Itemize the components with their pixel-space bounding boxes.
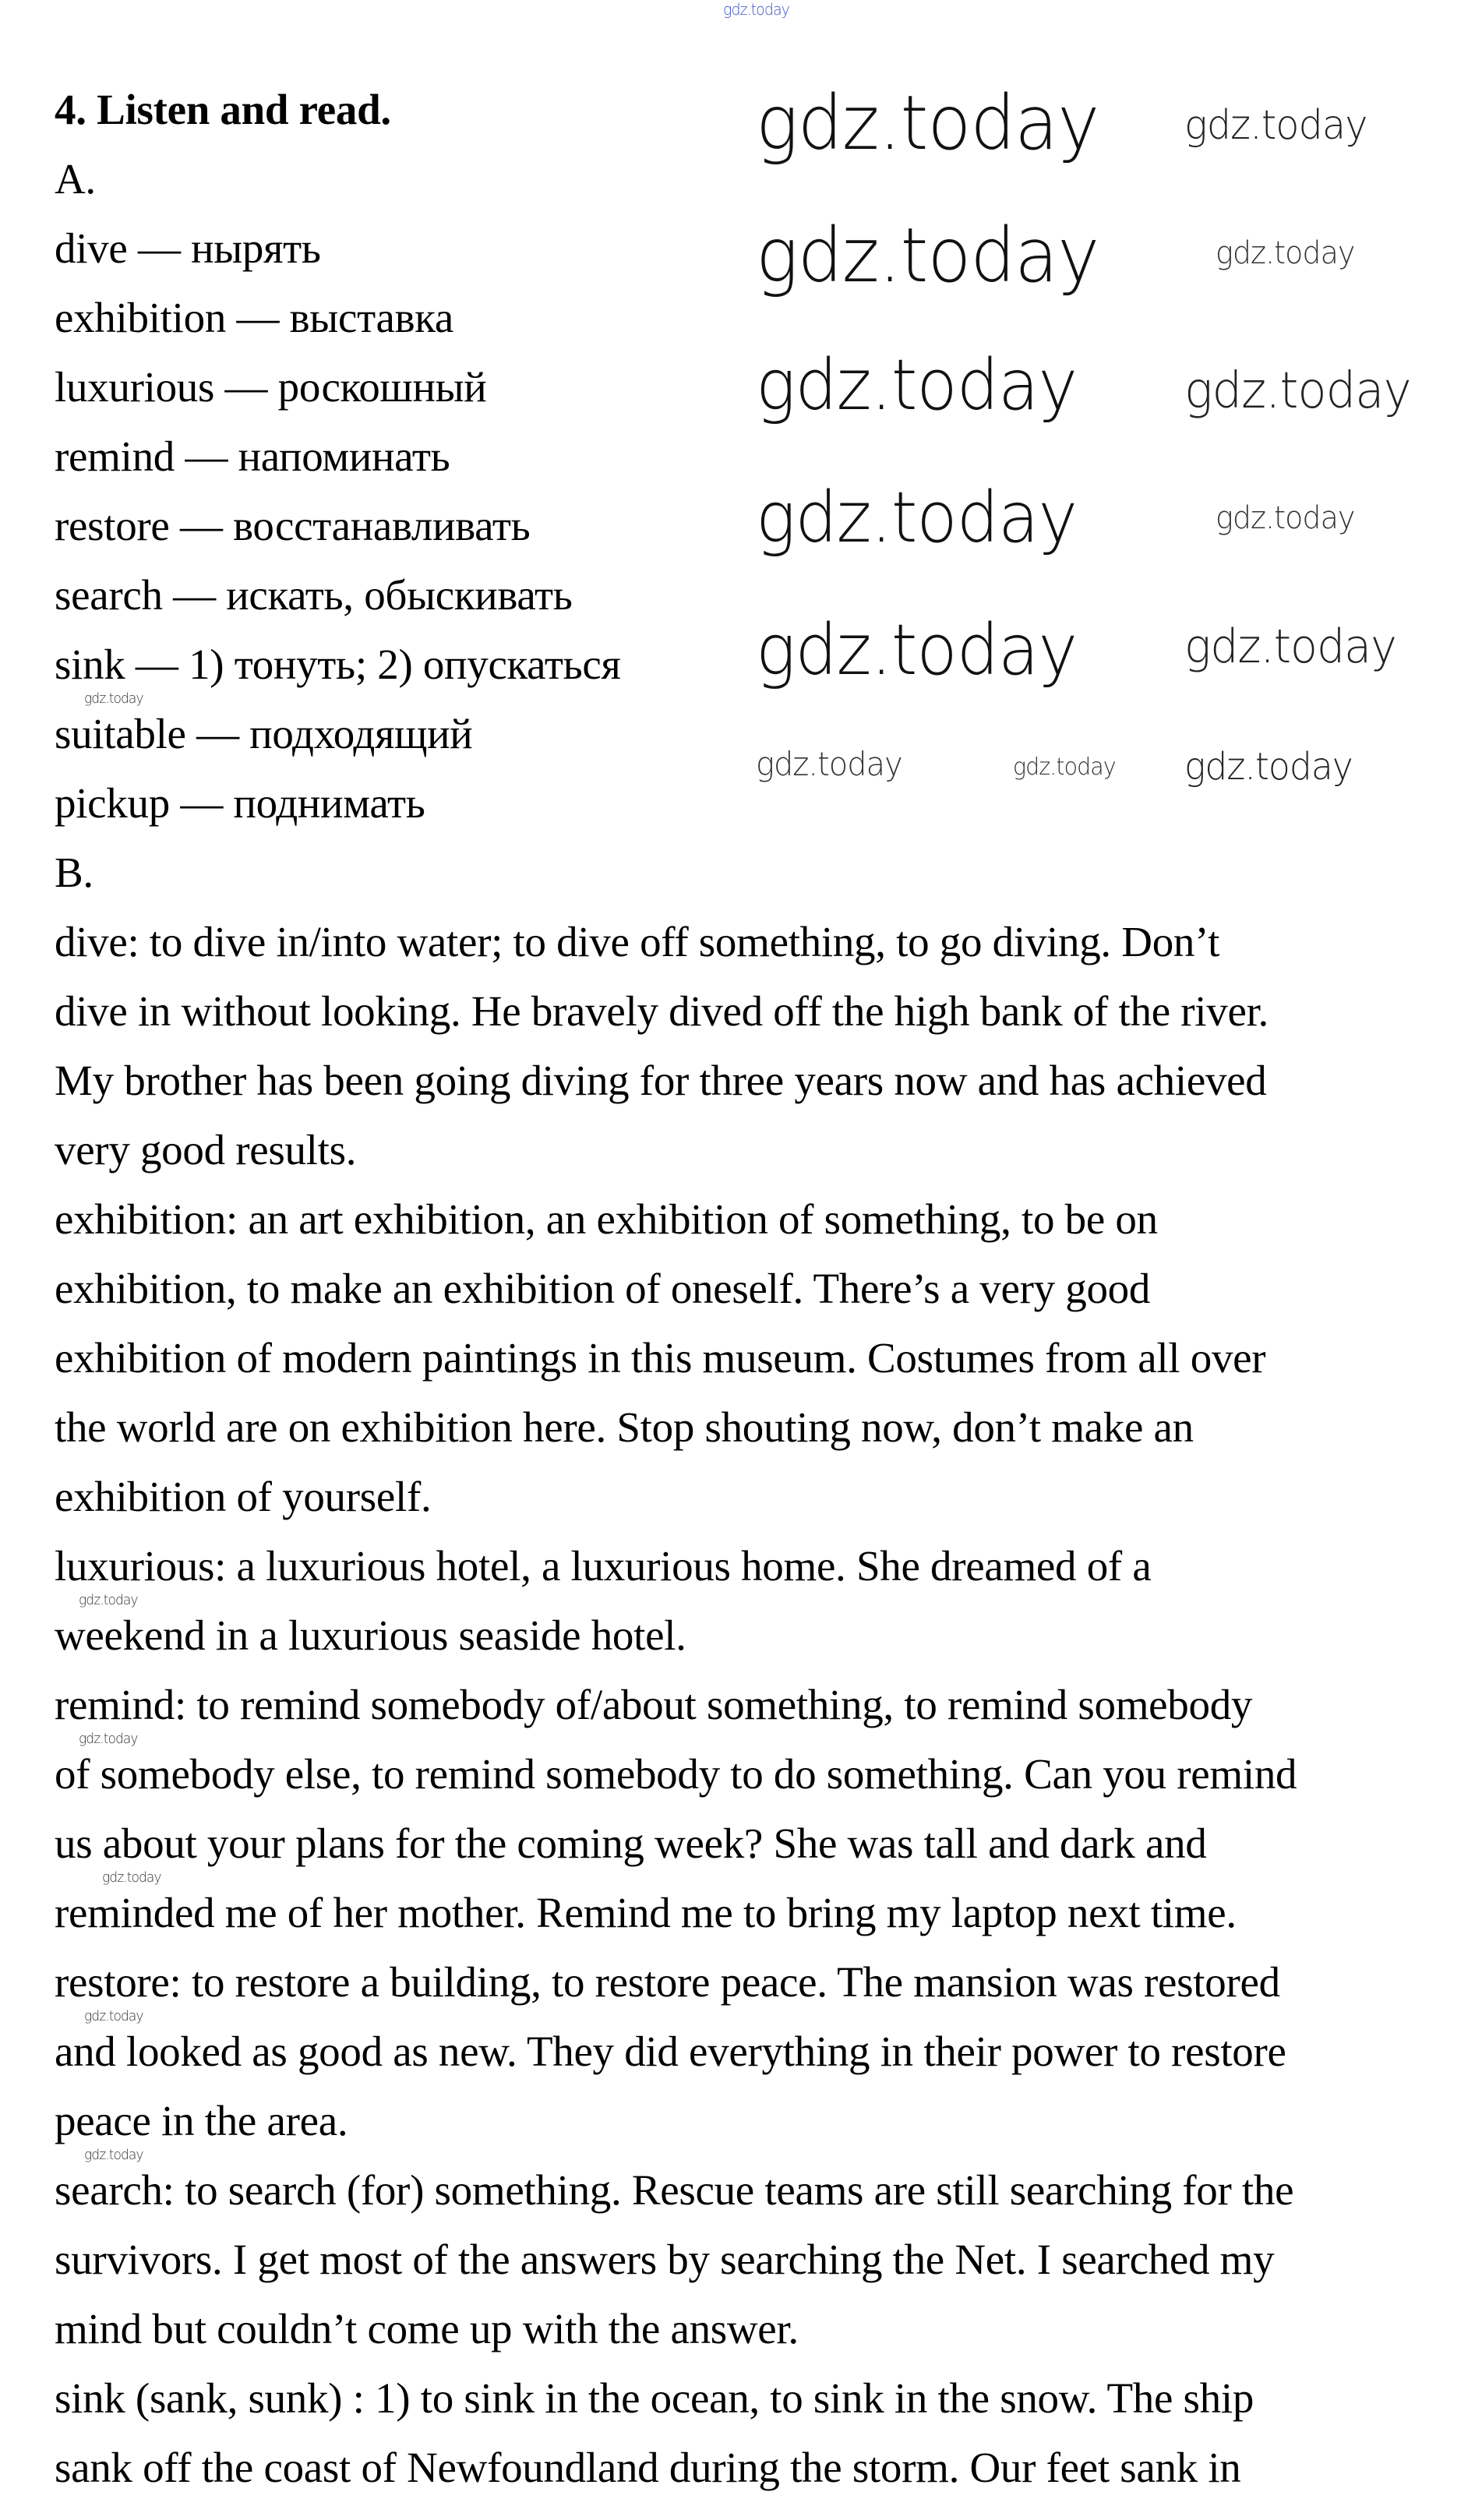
watermark: gdz.today bbox=[756, 609, 1078, 691]
text-line: sink — 1) тонуть; 2) опускаться bbox=[55, 641, 621, 688]
exercise-title: 4. Listen and read. bbox=[55, 86, 391, 133]
text-line: exhibition — выставка bbox=[55, 294, 453, 341]
watermark: gdz.today bbox=[756, 79, 1099, 167]
watermark: gdz.today bbox=[756, 477, 1078, 559]
watermark: gdz.today bbox=[84, 690, 143, 707]
text-line: reminded me of her mother. Remind me to bring my laptop next time. bbox=[55, 1889, 1237, 1936]
watermark: gdz.today bbox=[1184, 619, 1396, 674]
watermark: gdz.today bbox=[84, 2008, 143, 2024]
text-line: luxurious: a luxurious hotel, a luxurious home. She dreamed of a bbox=[55, 1542, 1152, 1590]
text-lines bbox=[55, 155, 1297, 2492]
text-line: of somebody else, to remind somebody to do something. Can you remind bbox=[55, 1750, 1297, 1798]
text-line: My brother has been going diving for three years now and has achieved bbox=[55, 1057, 1267, 1104]
text-line: dive: to dive in/into water; to dive off something, to go diving. Don’t bbox=[55, 918, 1220, 965]
document-body bbox=[55, 79, 1297, 2492]
text-line: weekend in a luxurious seaside hotel. bbox=[55, 1611, 686, 1659]
watermark: gdz.today bbox=[1184, 362, 1411, 420]
text-line: us about your plans for the coming week? She was tall and dark and bbox=[55, 1819, 1207, 1867]
text-line: restore: to restore a building, to restore peace. The mansion was restored bbox=[55, 1958, 1280, 2006]
watermark: gdz.today bbox=[79, 1592, 138, 1608]
text-line: the world are on exhibition here. Stop shouting now, don’t make an bbox=[55, 1403, 1194, 1451]
text-line: search — искать, обыскивать bbox=[55, 571, 573, 619]
watermark: gdz.today bbox=[756, 745, 902, 783]
text-line: sank off the coast of Newfoundland during the storm. Our feet sank in bbox=[55, 2444, 1241, 2491]
text-line: and looked as good as new. They did everything in their power to restore bbox=[55, 2028, 1286, 2075]
text-line: exhibition, to make an exhibition of oneself. There’s a very good bbox=[55, 1265, 1151, 1312]
text-line: sink (sank, sunk) : 1) to sink in the ocean, to sink in the snow. The ship bbox=[55, 2374, 1254, 2422]
text-line: pickup — поднимать bbox=[55, 779, 425, 827]
text-line: exhibition of modern paintings in this museum. Costumes from all over bbox=[55, 1334, 1266, 1382]
text-line: remind: to remind somebody of/about something, to remind somebody bbox=[55, 1681, 1253, 1728]
text-line: mind but couldn’t come up with the answer. bbox=[55, 2305, 799, 2352]
text-line: A. bbox=[55, 155, 96, 203]
text-line: exhibition: an art exhibition, an exhibition of something, to be on bbox=[55, 1195, 1158, 1243]
watermark: gdz.today bbox=[756, 344, 1078, 426]
watermark: gdz.today bbox=[102, 1869, 161, 1886]
watermark: gdz.today bbox=[1216, 500, 1355, 536]
watermark: gdz.today bbox=[79, 1731, 138, 1747]
watermark: gdz.today bbox=[756, 212, 1099, 299]
watermark: gdz.today bbox=[84, 2147, 143, 2163]
text-line: peace in the area. bbox=[55, 2097, 348, 2144]
text-line: dive in without looking. He bravely dived off the high bank of the river. bbox=[55, 987, 1269, 1035]
text-line: exhibition of yourself. bbox=[55, 1473, 432, 1520]
watermark: gdz.today bbox=[1013, 754, 1116, 781]
watermark: gdz.today bbox=[723, 0, 789, 19]
text-line: suitable — подходящий bbox=[55, 710, 473, 757]
watermark: gdz.today bbox=[1184, 102, 1367, 149]
text-line: dive — нырять bbox=[55, 224, 321, 272]
watermark: gdz.today bbox=[1216, 235, 1355, 271]
text-line: very good results. bbox=[55, 1126, 357, 1174]
text-line: survivors. I get most of the answers by searching the Net. I searched my bbox=[55, 2236, 1275, 2283]
text-line: search: to search (for) something. Rescue teams are still searching for the bbox=[55, 2166, 1294, 2214]
text-line: remind — напоминать bbox=[55, 432, 450, 480]
text-line: restore — восстанавливать bbox=[55, 502, 531, 549]
text-line: B. bbox=[55, 849, 94, 896]
watermark: gdz.today bbox=[1184, 745, 1353, 789]
text-line: luxurious — роскошный bbox=[55, 363, 487, 411]
